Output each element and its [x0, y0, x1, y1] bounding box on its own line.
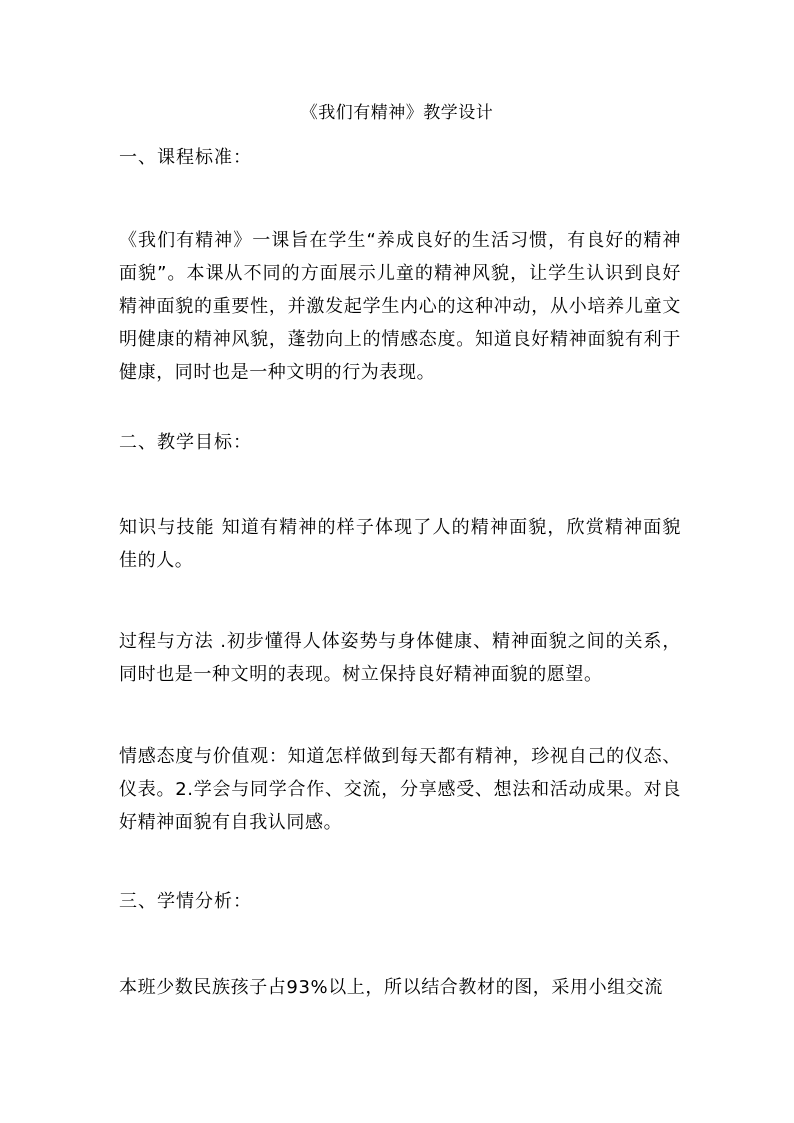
- paragraph-process-methods: 过程与方法 .初步懂得人体姿势与身体健康、精神面貌之间的关系，同时也是一种文明的表现。树立保持良好精神面貌的愿望。: [119, 631, 681, 685]
- document-title: 《我们有精神》教学设计: [300, 103, 494, 123]
- paragraph-learner-analysis: 本班少数民族孩子占93%以上，所以结合教材的图，采用小组交流: [119, 977, 664, 998]
- paragraph-emotion-values: 情感态度与价值观：知道怎样做到每天都有精神，珍视自己的仪态、仪表。2.学会与同学合作、交流，分享感受、想法和活动成果。对良好精神面貌有自我认同感。: [119, 746, 681, 833]
- section-heading-curriculum-standard: 一、课程标准：: [119, 147, 252, 168]
- section-heading-learner-analysis: 三、学情分析：: [119, 891, 252, 912]
- paragraph-curriculum-standard: 《我们有精神》一课旨在学生“养成良好的生活习惯，有良好的精神面貌”。本课从不同的方面展示儿童的精神风貌，让学生认识到良好精神面貌的重要性，并激发起学生内心的这种冲动，从小培养儿童文明健康的精神风貌，蓬勃向上的情感态度。知道良好精神面貌有利于健康，同时也是一种文明的行为表现。: [119, 230, 681, 383]
- section-heading-teaching-goals: 二、教学目标：: [119, 432, 252, 453]
- paragraph-knowledge-skills: 知识与技能 知道有精神的样子体现了人的精神面貌，欣赏精神面貌佳的人。: [119, 517, 681, 571]
